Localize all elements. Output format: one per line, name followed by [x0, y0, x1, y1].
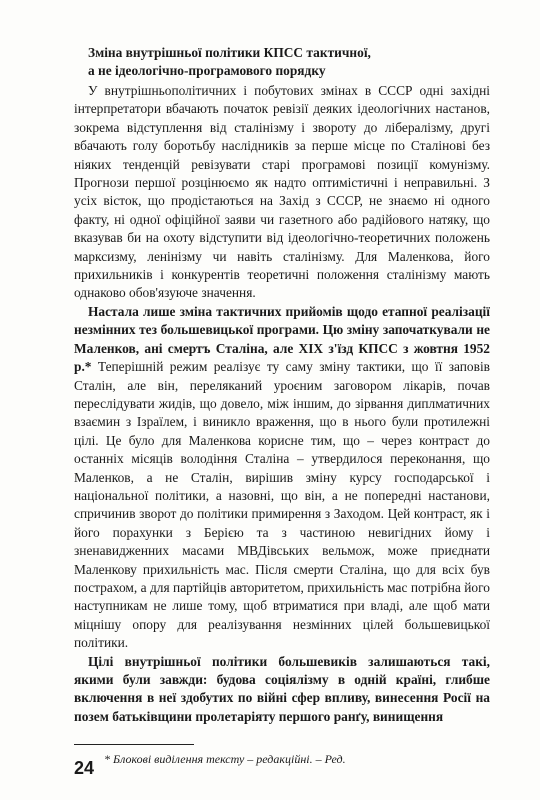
section-heading-line-2: а не ідеологічно-програмового порядку — [88, 63, 326, 78]
paragraph-2 — [74, 303, 490, 653]
paragraph-2-bold: Настала лише зміна тактичних прийомів щодо етапної реалізації незмінних тез большевицької програми. Цю зміну започаткували не Маленков, ані смертъ Сталіна, але XIX з'їзд КПСС з жовтня 1952 р.* — [74, 303, 490, 375]
section-heading-line-1: Зміна внутрішньої політики КПСС тактичної, — [88, 45, 371, 60]
page-number: 24 — [74, 758, 95, 778]
paragraph-1: У внутрішньополітичних і побутових змінах в СССР одні західні інтерпретатори вбачають початок ревізії деяких ідеологічних настанов, зокрема відступлення від сталінізму і звороту до лібералізму, другі вбачають голу боротьбу наслідників за перше місце по Сталінові без ніяких тенденцій ревізувати старі програмові позиції комунізму. Прогнози першої розцінюємо як надто оптимістичні і неправильні. З усіх вісток, що продістаються на Захід з СССР, не знаємо ні одного факту, ні одної офіційної заяви чи газетного або радійового натяку, що вказував би на охоту відступити від ідеологічно-теоретичних положень марксизму, ленінізму чи навіть сталінізму. Для Маленкова, його прихильників і конкурентів теоретичні положення сталінізму мають однаково обов'язуюче значення. — [74, 83, 490, 301]
footnote: * Блокові виділення тексту – редакційні. – Ред. — [104, 752, 346, 767]
paragraph-3-bold: Цілі внутрішньої політики большевиків залишаються такі, якими були завжди: будова соціялізму в одній країні, глибше включення в неї здобутих по війні сфер впливу, винесення Росії на позем батьківщини пролетаріяту першого ранґу, винищення — [74, 653, 490, 724]
paragraph-2-text: Теперішній режим реалізує ту саму зміну тактики, що її заповів Сталін, але він, переляканий уроєним заговором лікарів, почав переслідувати жидів, що довело, між іншим, до зірвання диплматичних взаємин з Ізраїлем, і виникло враження, що в нього були протилежні цілі. Це було для Маленкова корисне тим, що – через контраст до останніх місяців володіння Сталіна – утвердилося переконання, що Маленков, а не Сталін, вирішив зміну курсу господарської і національної політики, а назовні, що він, а не попередні настанови, спричинив зворот до політики примирення з Заходом. Цей контраст, як і його порахунки з Берією та з частиною невигідних йому і зненавидженних масами МВДівських вельмож, може приєднати Маленкову прихильність мас. Після смерти Сталіна, що для всіх був пострахом, а для партійців авторитетом, прихильність мас потрібна його наступникам не лише тому, щоб втриматися при владі, але щоб мати міцнішу опору для реалізування незмінних цілей большевицької політики. — [74, 359, 490, 651]
footnote-divider — [74, 744, 194, 745]
section-heading — [74, 44, 490, 80]
paragraph-3 — [74, 653, 490, 727]
